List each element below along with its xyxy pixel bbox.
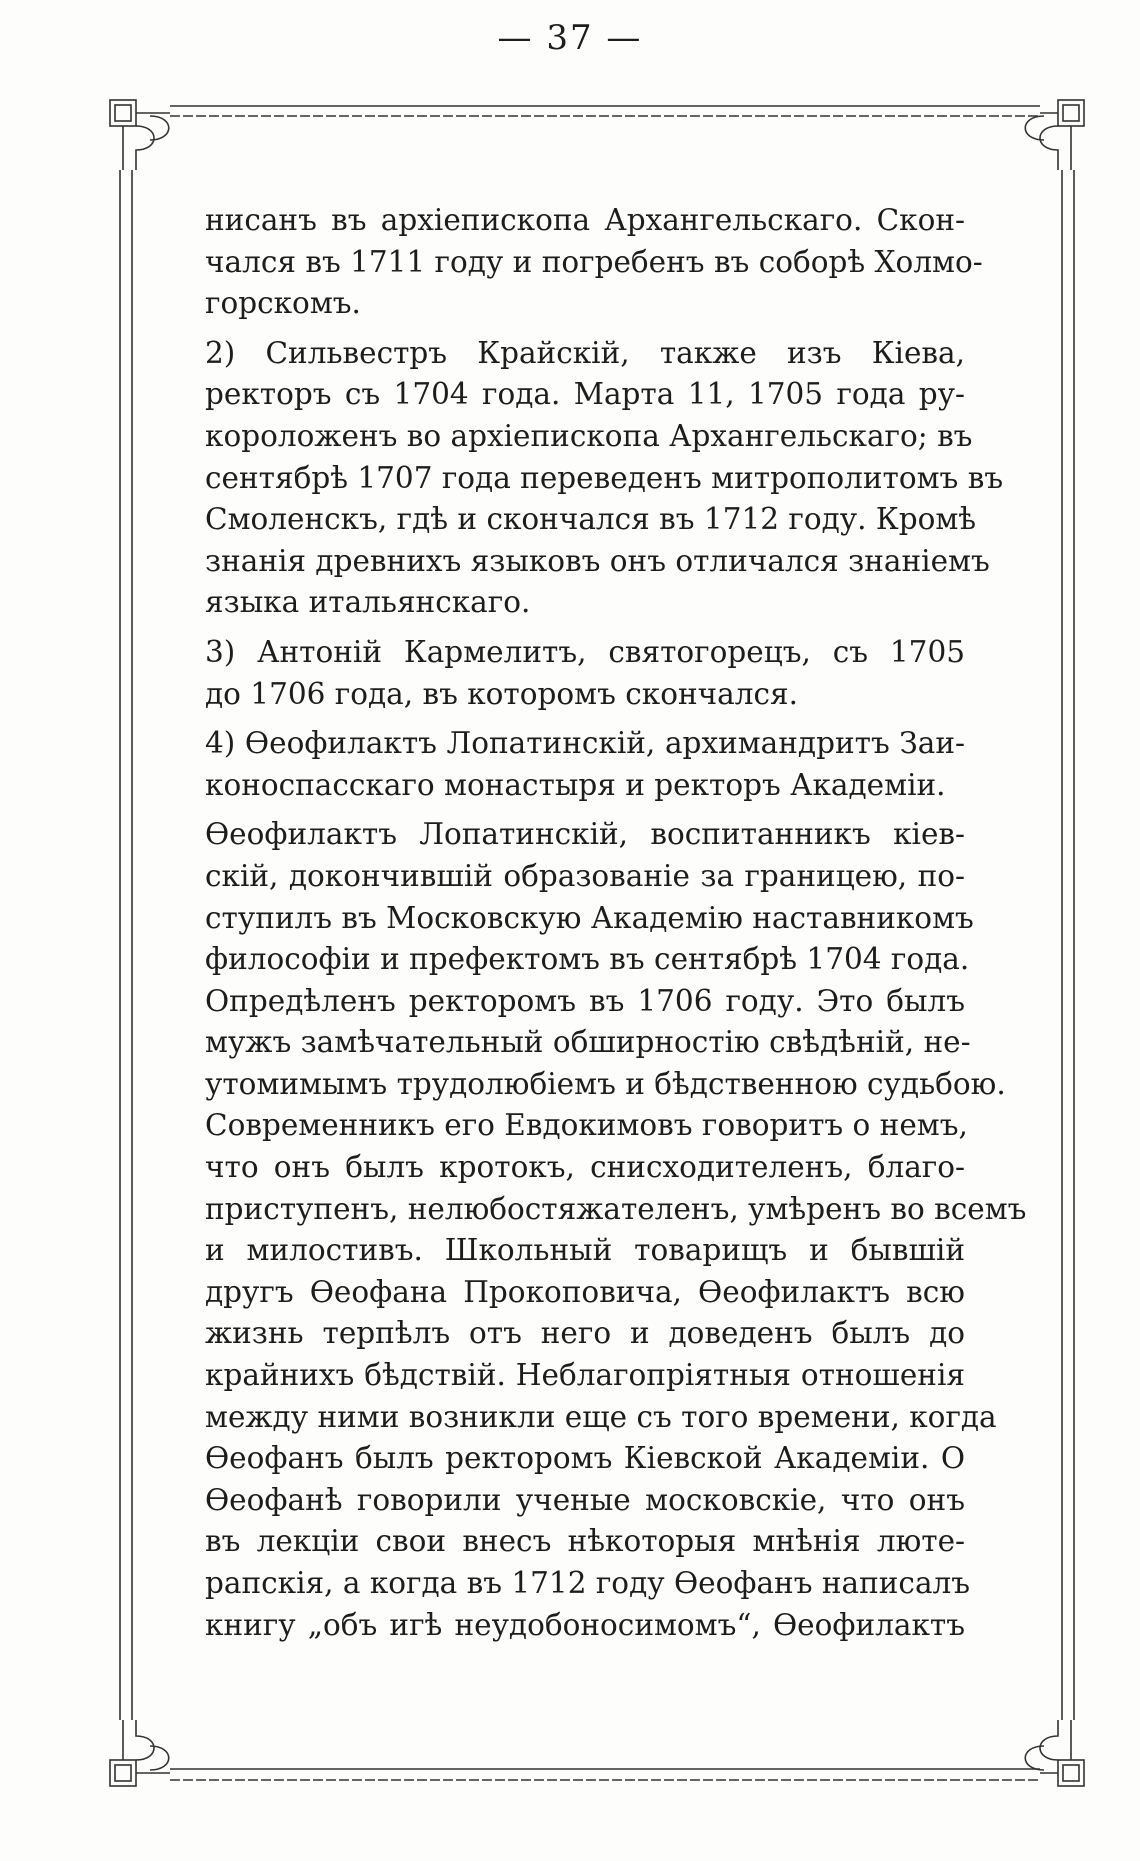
text-line: сентябрѣ 1707 года переведенъ митрополитомъ въ [205,460,1004,495]
corner-ornament-bottom-left [110,1720,170,1786]
text-line: Ѳеофилактъ Лопатинскій, воспитанникъ кіев- [205,817,965,852]
text-line: Смоленскъ, гдѣ и скончался въ 1712 году. Кромѣ [205,502,977,537]
text-line: Ѳеофанъ былъ ректоромъ Кіевской Академіи. О [205,1441,965,1476]
text-line: приступенъ, нелюбостяжателенъ, умѣренъ во всемъ [205,1191,1027,1226]
text-line: между ними возникли еще съ того времени, когда [205,1399,997,1434]
text-line: ректоръ съ 1704 года. Марта 11, 1705 года ру- [205,377,965,412]
text-line: въ лекціи свои внесъ нѣкоторыя мнѣнія люте- [205,1524,965,1559]
text-line: и милостивъ. Школьный товарищъ и бывшій [205,1233,965,1268]
corner-ornament-top-left [110,100,170,170]
text-line: утомимымъ трудолюбіемъ и бѣдственною судьбою. [205,1066,1006,1101]
text-line: 3) Антоній Кармелитъ, святогорецъ, съ 1705 [205,634,965,669]
text-line: мужъ замѣчательный обширностію свѣдѣній, не- [205,1025,971,1060]
text-line: до 1706 года, въ которомъ скончался. [205,676,798,711]
text-line: ступилъ въ Московскую Академію наставникомъ [205,900,974,935]
body-text [205,200,1027,1646]
text-line: Ѳеофанѣ говорили ученые московскіе, что онъ [205,1482,965,1517]
paragraph [205,814,1027,1646]
paragraph [205,333,1004,624]
text-line: рапскія, а когда въ 1712 году Ѳеофанъ написалъ [205,1566,971,1600]
page-number: — 37 — [497,18,643,58]
paragraph [205,723,965,806]
text-line: другъ Ѳеофана Прокоповича, Ѳеофилактъ всю [205,1274,965,1309]
text-line: крайнихъ бѣдствій. Неблагопріятныя отношенія [205,1358,965,1393]
text-line: нисанъ въ архіепископа Архангельскаго. Скон- [205,203,965,237]
text-line: 2) Сильвестръ Крайскій, также изъ Кіева, [205,335,965,370]
text-line: 4) Ѳеофилактъ Лопатинскій, архимандритъ Заи- [205,726,965,761]
text-line: Опредѣленъ ректоромъ въ 1706 году. Это былъ [205,983,965,1018]
text-line: знанія древнихъ языковъ онъ отличался знаніемъ [205,543,990,578]
text-line: книгу „объ игѣ неудобоносимомъ“, Ѳеофилактъ [205,1607,965,1642]
text-line: жизнь терпѣлъ отъ него и доведенъ былъ до [205,1316,965,1351]
paragraph [205,632,965,715]
text-line: горскомъ. [205,286,361,321]
text-line: кopoложенъ во архіепископа Архангельскаго; въ [205,418,973,453]
paragraph [205,200,983,325]
text-line: философіи и префектомъ въ сентябрѣ 1704 года. [205,942,970,977]
text-line: что онъ былъ кротокъ, снисходителенъ, благо- [205,1150,965,1185]
text-line: чался въ 1711 году и погребенъ въ соборѣ Холмо- [205,244,983,279]
text-line: Современникъ его Евдокимовъ говоритъ о немъ, [205,1108,968,1143]
text-line: коноспасскаго монастыря и ректоръ Академіи. [205,767,946,802]
corner-ornament-bottom-right [1025,1720,1084,1786]
text-line: языка итальянскаго. [205,585,531,620]
corner-ornament-top-right [1025,100,1084,170]
text-line: скій, докончившій образованіе за границею, по- [205,858,965,893]
